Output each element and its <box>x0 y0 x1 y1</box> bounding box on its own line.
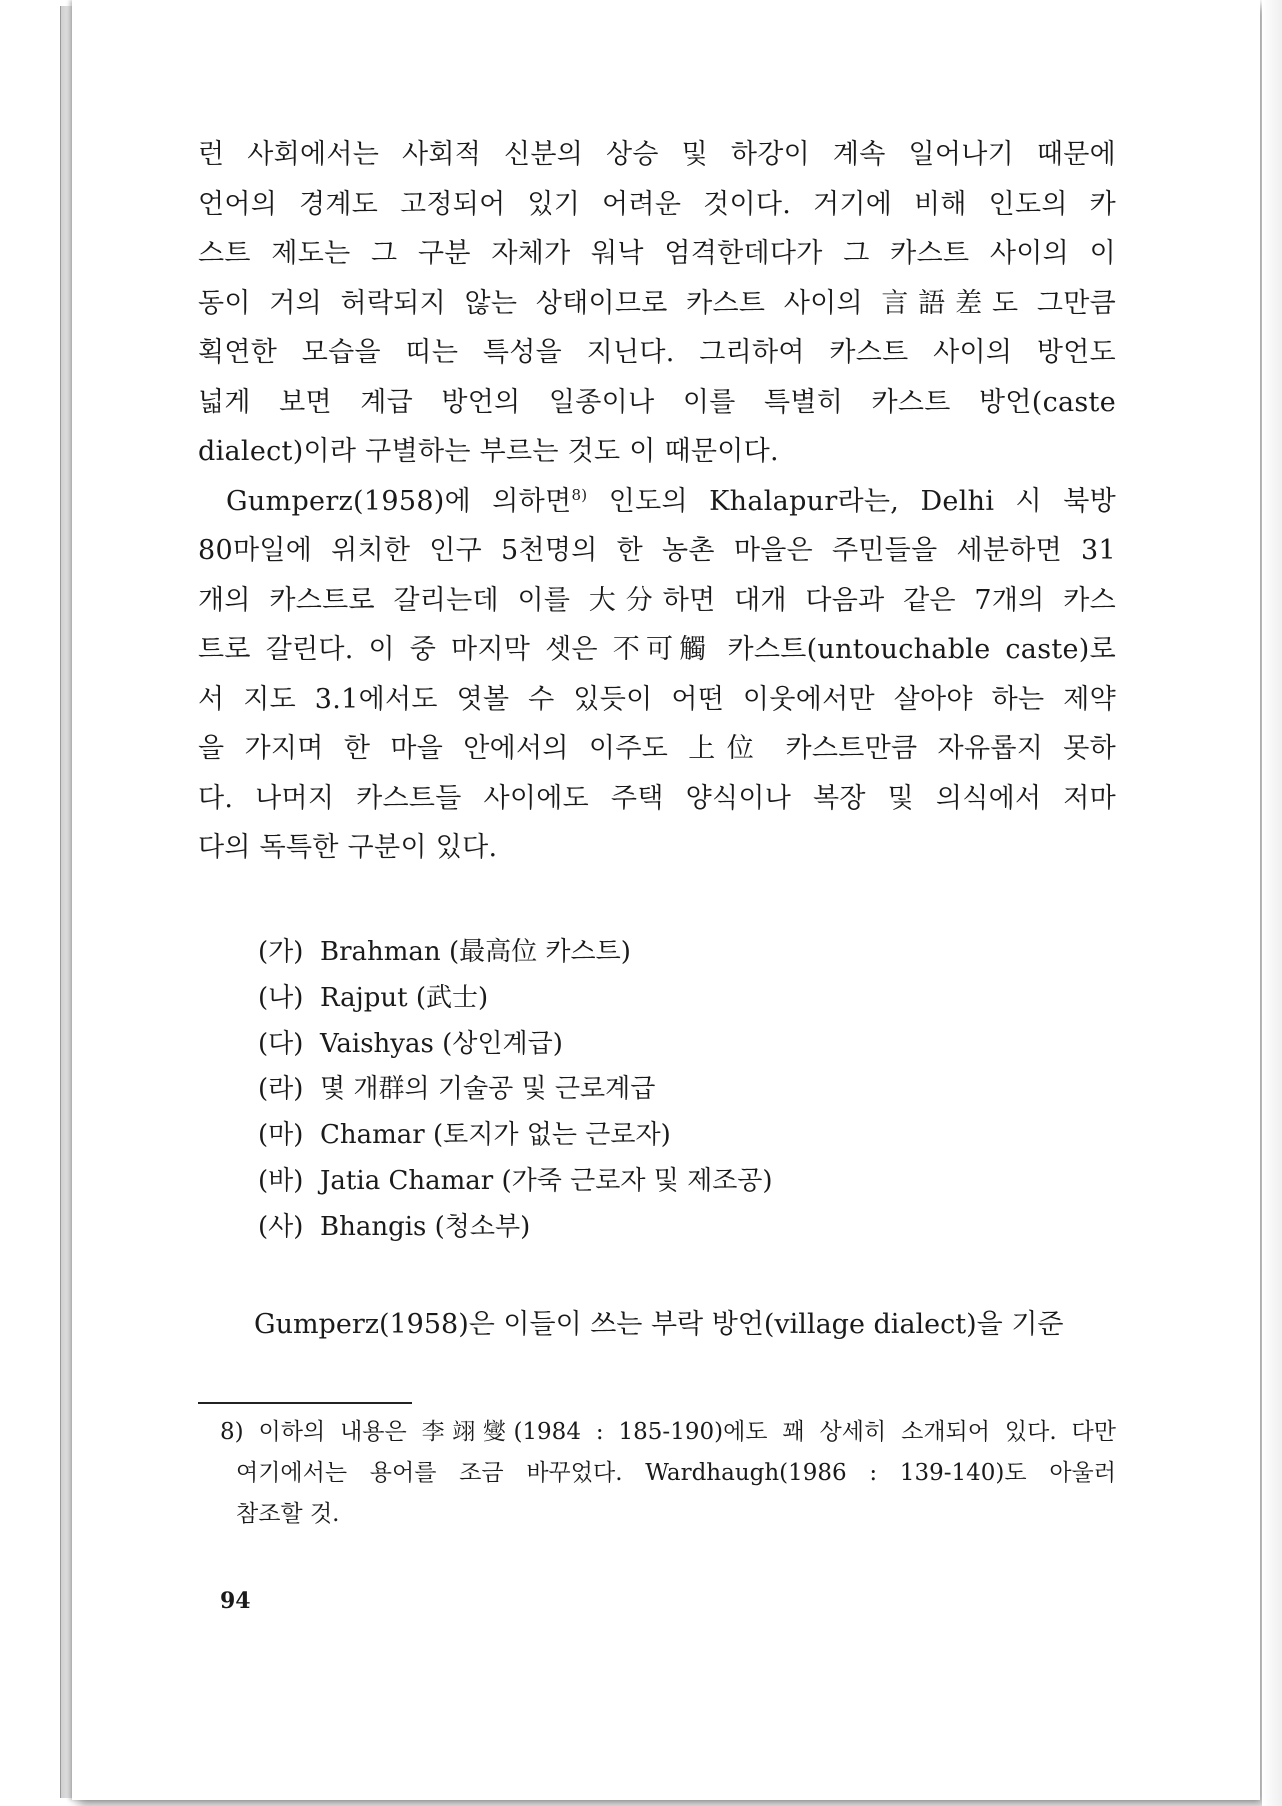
caste-list <box>258 930 773 1251</box>
continuation-line: Gumperz(1958)은 이들이 쓰는 부락 방언(village dialect)을 기준 <box>254 1309 1064 1340</box>
list-item-text: Bhangis (청소부) <box>320 1211 531 1242</box>
list-marker: (마) <box>258 1120 304 1151</box>
text-line: 서 지도 3.1에서도 엿볼 수 있듯이 어떤 이웃에서만 살아야 하는 제약 <box>198 683 1116 715</box>
list-item-text: 몇 개群의 기술공 및 근로계급 <box>320 1074 656 1105</box>
list-item <box>258 1022 773 1068</box>
text-line: 다의 독특한 구분이 있다. <box>198 832 498 863</box>
next-page-shade <box>1262 0 1282 1806</box>
text-line: 언어의 경계도 고정되어 있기 어려운 것이다. 거기에 비해 인도의 카 <box>198 188 1116 220</box>
list-item-text: Rajput (武士) <box>320 982 489 1013</box>
list-item <box>258 1205 773 1251</box>
list-marker: (라) <box>258 1074 304 1105</box>
list-marker: (사) <box>258 1211 304 1242</box>
paragraph-2 <box>198 477 1116 873</box>
text-line: 트로 갈린다. 이 중 마지막 셋은 不可觸 카스트(untouchable caste)로 <box>198 634 1116 665</box>
text-line: 동이 거의 허락되지 않는 상태이므로 카스트 사이의 言語差도 그만큼 <box>198 287 1116 319</box>
list-item <box>258 1113 773 1159</box>
text-line: 개의 카스트로 갈리는데 이를 大分하면 대개 다음과 같은 7개의 카스 <box>198 584 1116 616</box>
list-marker: (가) <box>258 937 304 967</box>
list-marker: (바) <box>258 1165 304 1196</box>
list-item <box>258 930 773 976</box>
text-line <box>198 477 1116 527</box>
text-fragment: Gumperz(1958)에 의하면 <box>226 485 572 517</box>
text-line: dialect)이라 구별하는 부르는 것도 이 때문이다. <box>198 436 779 467</box>
list-item-text: Vaishyas (상인계급) <box>320 1028 563 1059</box>
page-number: 94 <box>220 1588 251 1614</box>
footnote-line: 여기에서는 용어를 조금 바꾸었다. Wardhaugh(1986 : 139-140)도 아울러 <box>236 1460 1116 1486</box>
footnote-reference[interactable]: 8) <box>571 485 588 504</box>
list-item <box>258 1159 773 1205</box>
text-line: 스트 제도는 그 구분 자체가 워낙 엄격한데다가 그 카스트 사이의 이 <box>198 238 1116 269</box>
paragraph-1 <box>198 130 1116 477</box>
body-text <box>198 130 1116 873</box>
footnote-line: 8) 이하의 내용은 李翊燮(1984 : 185-190)에도 꽤 상세히 소개되어 있다. 다만 <box>220 1419 1116 1445</box>
text-line: 을 가지며 한 마을 안에서의 이주도 上位 카스트만큼 자유롭지 못하 <box>198 733 1116 764</box>
list-item-text: Brahman (最高位 카스트) <box>320 937 631 967</box>
text-line: 다. 나머지 카스트들 사이에도 주택 양식이나 복장 및 의식에서 저마 <box>198 782 1116 814</box>
text-line: 80마일에 위치한 인구 5천명의 한 농촌 마을은 주민들을 세분하면 31 <box>198 535 1116 566</box>
list-item <box>258 1067 773 1113</box>
footnote <box>198 1412 1116 1535</box>
text-fragment: 인도의 Khalapur라는, Delhi 시 북방 <box>587 485 1116 517</box>
text-line: 넓게 보면 계급 방언의 일종이나 이를 특별히 카스트 방언(caste <box>198 386 1116 418</box>
list-marker: (다) <box>258 1028 304 1059</box>
text-line: 획연한 모습을 띠는 특성을 지닌다. 그리하여 카스트 사이의 방언도 <box>198 337 1116 368</box>
list-marker: (나) <box>258 982 304 1013</box>
footnote-divider <box>198 1402 412 1404</box>
list-item <box>258 976 773 1022</box>
list-item-text: Jatia Chamar (가죽 근로자 및 제조공) <box>320 1165 773 1196</box>
footnote-line: 참조할 것. <box>236 1501 340 1527</box>
text-line: 런 사회에서는 사회적 신분의 상승 및 하강이 계속 일어나기 때문에 <box>198 139 1116 170</box>
list-item-text: Chamar (토지가 없는 근로자) <box>320 1120 671 1151</box>
